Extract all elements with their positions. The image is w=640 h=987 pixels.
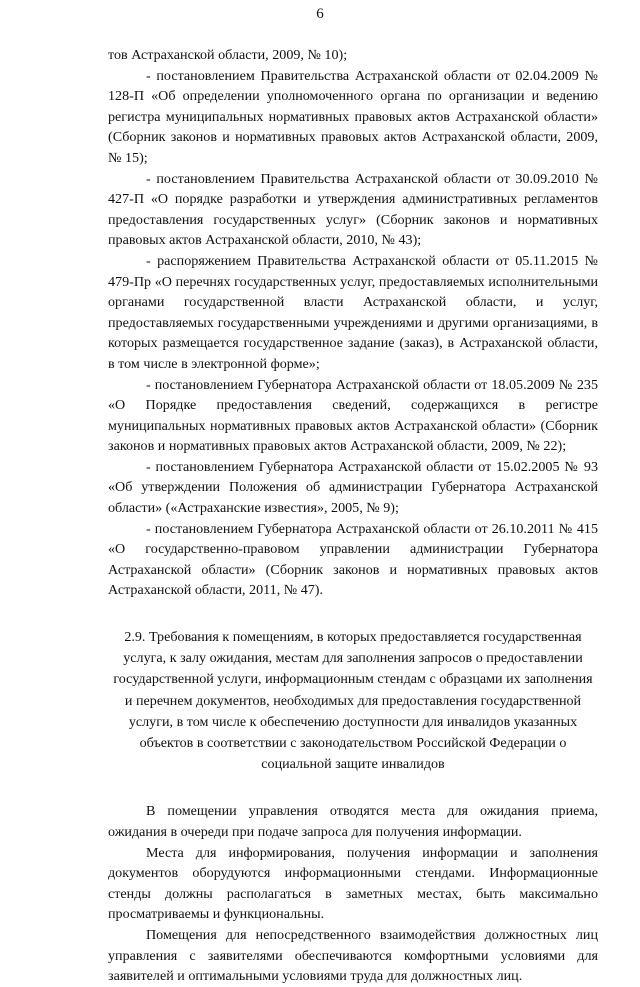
list-item: - постановлением Губернатора Астраханской области от 26.10.2011 № 415 «О государственно-правовом управлении администрации Губернатора Астраханской области» (Сборник законов и нормативных правовых актов Астраханской области, 2011, № 47). — [108, 520, 598, 599]
list-item: - распоряжением Правительства Астраханской области от 05.11.2015 № 479-Пр «О перечнях государственных услуг, предоставляемых исполнительными органами государственной власти Астраханской области, и услуг, предоставляемых государственными учреждениями и другими организациями, в которых размещается государственное задание (заказ), в Астраханской области, в том числе в электронной форме»; — [108, 252, 598, 372]
list-item: - постановлением Губернатора Астраханской области от 18.05.2009 № 235 «О Порядке предоставления сведений, содержащихся в регистре муниципальных нормативных правовых актов Астраханской области» (Сборник законов и нормативных правовых актов Астраханской области, 2009, № 22); — [108, 376, 598, 455]
list-item: - постановлением Губернатора Астраханской области от 15.02.2005 № 93 «Об утверждении Положения об администрации Губернатора Астраханской области» («Астраханские известия», 2005, № 9); — [108, 458, 598, 517]
section-heading: 2.9. Требования к помещениям, в которых предоставляется государственная услуга, к залу ожидания, местам для заполнения запросов о предоставлении государственной услуги, информационным стендам с образцами их заполнения и перечнем документов, необходимых для предоставления государственной услуги, в том числе к обеспечению доступности для инвалидов указанных объектов в соответствии с законодательством Российской Федерации о социальной защите инвалидов — [113, 629, 593, 773]
body-paragraph: В помещении управления отводятся места для ожидания приема, ожидания в очереди при подаче запроса для получения информации. — [108, 803, 598, 841]
body-paragraph: Помещения для непосредственного взаимодействия должностных лиц управления с заявителями обеспечиваются комфортными условиями для заявителей и оптимальными условиями труда для должностных лиц. — [108, 927, 598, 985]
page-number: 6 — [316, 6, 324, 22]
document-body — [108, 45, 598, 987]
list-item: - постановлением Правительства Астраханской области от 02.04.2009 № 128-П «Об определении уполномоченного органа по организации и ведению регистра муниципальных нормативных правовых актов Астраханской области» (Сборник законов и нормативных правовых актов Астраханской области, 2009, № 15); — [108, 67, 598, 166]
list-item-continuation: тов Астраханской области, 2009, № 10); — [108, 47, 348, 63]
body-paragraph: Места для информирования, получения информации и заполнения документов оборудуются информационными стендами. Информационные стенды должны располагаться в заметных местах, быть максимально просматриваемы и функциональны. — [108, 844, 598, 923]
list-item: - постановлением Правительства Астраханской области от 30.09.2010 № 427-П «О порядке разработки и утверждения административных регламентов предоставления государственных услуг» (Сборник законов и нормативных правовых актов Астраханской области, 2010, № 43); — [108, 170, 598, 249]
